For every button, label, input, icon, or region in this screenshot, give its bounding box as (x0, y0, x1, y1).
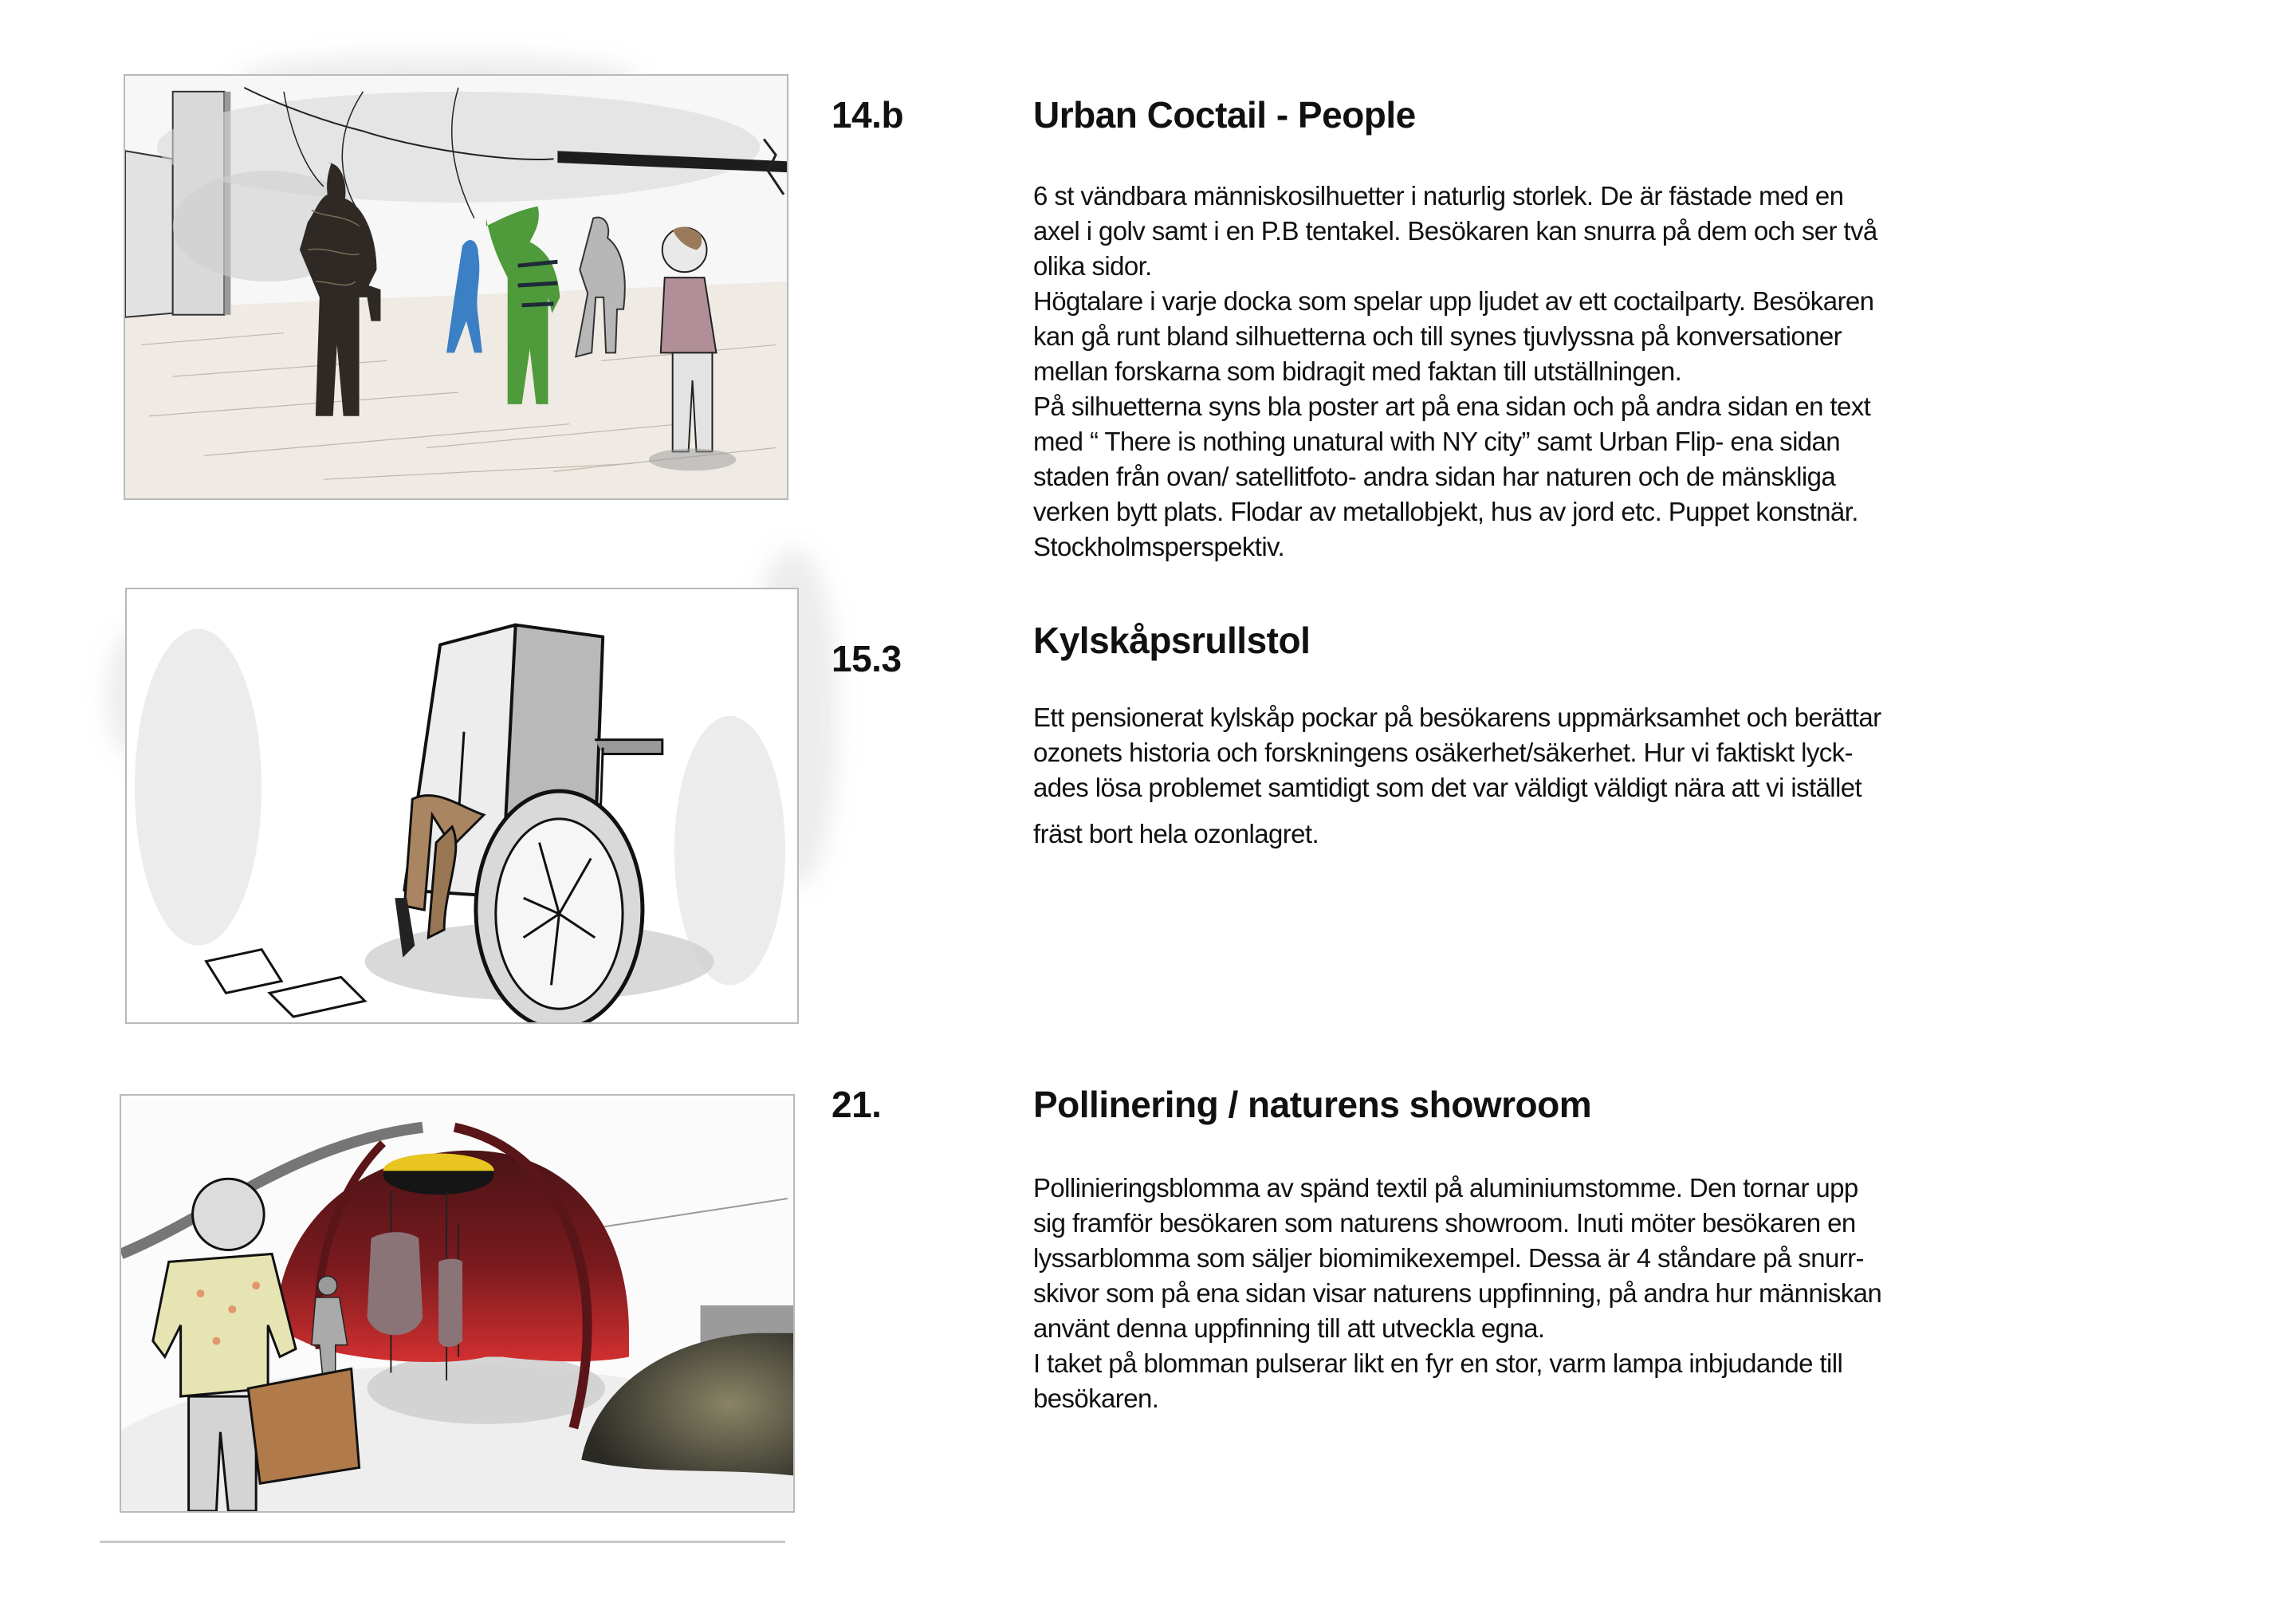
body-line: På silhuetterna syns bla poster art på ena sidan och på andra sidan en text (1033, 392, 1871, 421)
body-line: olika sidor. (1033, 251, 1152, 281)
body-line: Pollinieringsblomma av spänd textil på aluminiumstomme. Den tornar upp (1033, 1173, 1858, 1203)
body-line: lyssarblomma som säljer biomimikexempel. Dessa är 4 ståndare på snurr- (1033, 1243, 1864, 1273)
body-line: sig framför besökaren som naturens showroom. Inuti möter besökaren en (1033, 1208, 1856, 1238)
sketch-pollinering (120, 1094, 795, 1513)
body-line: kan gå runt bland silhuetterna och till synes tjuvlyssna på konversationer (1033, 321, 1842, 351)
urban-coctail-illustration (125, 76, 787, 498)
section-number: 21. (832, 1084, 882, 1125)
body-line: använt denna uppfinning till att utveckla egna. (1033, 1313, 1545, 1343)
flower-pavilion-illustration (121, 1096, 793, 1511)
body-line: ades lösa problemet samtidigt som det var väldigt väldigt nära att vi istället (1033, 773, 1862, 802)
body-line: mellan forskarna som bidragit med faktan till utställningen. (1033, 356, 1682, 386)
section-title: Urban Coctail - People (1033, 94, 1416, 136)
body-line: Stockholmsperspektiv. (1033, 532, 1285, 561)
body-line: ozonets historia och forskningens osäkerhet/säkerhet. Hur vi faktiskt lyck- (1033, 738, 1853, 767)
body-line: I taket på blomman pulserar likt en fyr en stor, varm lampa inbjudande till (1033, 1348, 1843, 1378)
section-number: 14.b (832, 94, 904, 136)
section-title: Kylskåpsrullstol (1033, 620, 1311, 661)
sketch-urban-coctail (124, 74, 788, 500)
body-line: Högtalare i varje docka som spelar upp ljudet av ett coctailparty. Besökaren (1033, 286, 1874, 316)
body-line: fräst bort hela ozonlagret. (1033, 819, 1319, 848)
section-body (1033, 700, 1974, 852)
section-title: Pollinering / naturens showroom (1033, 1084, 1592, 1125)
body-line: Ett pensionerat kylskåp pockar på besökarens uppmärksamhet och berättar (1033, 703, 1881, 732)
body-line: 6 st vändbara människosilhuetter i naturlig storlek. De är fästade med en (1033, 181, 1844, 211)
body-line: axel i golv samt i en P.B tentakel. Besökaren kan snurra på dem och ser två (1033, 216, 1877, 246)
body-line: besökaren. (1033, 1384, 1159, 1413)
section-body (1033, 179, 1974, 565)
fridge-wheelchair-illustration (127, 589, 797, 1022)
section-body (1033, 1171, 1974, 1416)
section-number: 15.3 (832, 638, 902, 679)
body-line: staden från ovan/ satellitfoto- andra sidan har naturen och de mänskliga (1033, 462, 1836, 491)
body-line: skivor som på ena sidan visar naturens uppfinning, på andra hur människan (1033, 1278, 1882, 1308)
bottom-divider (100, 1541, 785, 1543)
body-line: verken bytt plats. Flodar av metallobjekt, hus av jord etc. Puppet konstnär. (1033, 497, 1858, 526)
sketch-kylskapsrullstol (125, 588, 799, 1024)
body-line: med “ There is nothing unatural with NY city” samt Urban Flip- ena sidan (1033, 427, 1841, 456)
